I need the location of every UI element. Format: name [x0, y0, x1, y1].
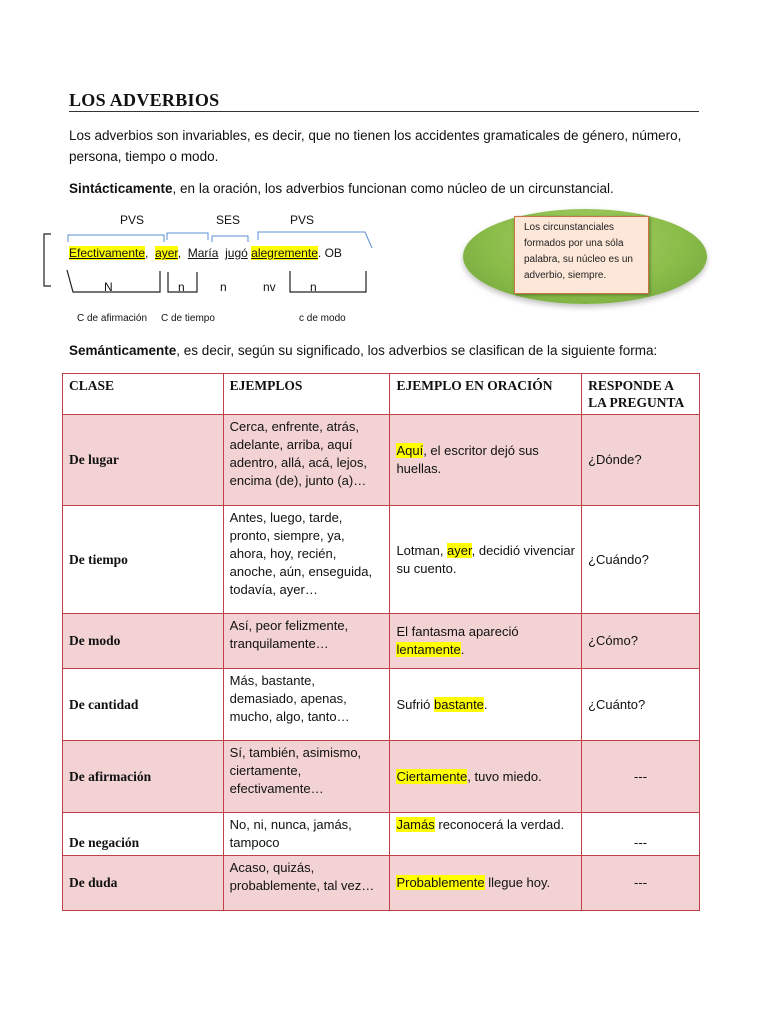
examples-cell: Sí, también, asimismo, ciertamente, efectivamente… — [223, 741, 390, 813]
table-row — [63, 813, 700, 856]
sentence-text: reconocerá la verdad. — [434, 817, 565, 832]
sentence-cell — [390, 669, 582, 741]
sentence-word-maria: María — [187, 246, 219, 260]
sentence-cell — [390, 415, 582, 506]
sentence-cell — [390, 506, 582, 614]
examples-cell: Más, bastante, demasiado, apenas, mucho, algo, tanto… — [223, 669, 390, 741]
sentence-word-jugo: jugó — [225, 246, 248, 260]
sentence-word-efectivamente: Efectivamente — [69, 246, 146, 260]
semantics-paragraph — [69, 340, 709, 361]
page-title: LOS ADVERBIOS — [69, 90, 220, 110]
table-header-cell: EJEMPLO EN ORACIÓN — [390, 374, 582, 415]
sentence-word-alegremente: alegremente — [251, 246, 318, 260]
question-cell: ¿Cuándo? — [582, 506, 700, 614]
syntax-paragraph — [69, 178, 709, 199]
table-row — [63, 614, 700, 669]
table-row — [63, 506, 700, 614]
table-row — [63, 415, 700, 506]
diagram-label-pvs-1: PVS — [120, 213, 145, 227]
question-cell: ¿Cuánto? — [582, 669, 700, 741]
question-cell: --- — [582, 741, 700, 813]
sentence-cell — [390, 856, 582, 911]
examples-cell: No, ni, nunca, jamás, tampoco — [223, 813, 390, 856]
semantics-text: , es decir, según su significado, los adverbios se clasifican de la siguiente forma: — [176, 343, 658, 358]
question-cell: --- — [582, 856, 700, 911]
sentence-text: , decidió vivenciar su cuento. — [396, 542, 575, 576]
examples-cell: Así, peor felizmente, tranquilamente… — [223, 614, 390, 669]
diagram-label-pvs-2: PVS — [290, 213, 315, 227]
syntax-text: , en la oración, los adverbios funcionan como núcleo de un circunstancial. — [172, 181, 614, 196]
highlighted-adverb: bastante — [434, 696, 484, 712]
table-header-cell: EJEMPLOS — [223, 374, 390, 415]
examples-cell: Cerca, enfrente, atrás, adelante, arriba, aquí adentro, allá, acá, lejos, encima (de), junto (a)… — [223, 415, 390, 506]
diagram-sentence — [69, 246, 342, 260]
highlighted-adverb: ayer — [447, 542, 472, 558]
semantics-term: Semánticamente — [69, 343, 177, 358]
sentence-period: . — [317, 246, 322, 260]
table-header-row — [63, 374, 700, 415]
diagram-nucleus-label: n — [178, 280, 185, 294]
class-cell: De afirmación — [63, 741, 224, 813]
class-cell: De tiempo — [63, 506, 224, 614]
diagram-caption: C de afirmación — [77, 313, 148, 324]
question-cell: --- — [582, 813, 700, 856]
sentence-text: . — [483, 696, 488, 712]
table-row — [63, 856, 700, 911]
sentence-text: , el escritor dejó sus huellas. — [396, 443, 539, 476]
table-header-cell: RESPONDE A LA PREGUNTA — [582, 374, 700, 415]
table-row — [63, 741, 700, 813]
table-header-cell: CLASE — [63, 374, 224, 415]
diagram-nucleus-label: nv — [263, 280, 276, 294]
examples-cell: Antes, luego, tarde, pronto, siempre, ya, ahora, hoy, recién, anoche, aún, enseguida, todavía, ayer… — [223, 506, 390, 614]
class-cell: De duda — [63, 856, 224, 911]
sentence-ob-label: OB — [324, 246, 342, 260]
sentence-cell — [390, 614, 582, 669]
sentence-word-ayer: ayer — [155, 246, 178, 260]
examples-cell: Acaso, quizás, probablemente, tal vez… — [223, 856, 390, 911]
diagram-label-ses: SES — [216, 213, 241, 227]
diagram-nucleus-label: n — [220, 280, 227, 294]
class-cell: De negación — [63, 813, 224, 856]
highlighted-adverb: Jamás — [396, 817, 435, 832]
highlighted-adverb: Aquí — [396, 443, 424, 458]
sentence-text: El fantasma apareció — [396, 624, 519, 639]
diagram-caption: c de modo — [299, 313, 346, 324]
diagram-caption: C de tiempo — [161, 313, 215, 324]
class-cell: De lugar — [63, 415, 224, 506]
sentence-text: . — [460, 642, 465, 657]
sentence-text: Lotman, — [396, 542, 448, 558]
class-cell: De modo — [63, 614, 224, 669]
question-cell: ¿Dónde? — [582, 415, 700, 506]
highlighted-adverb: Probablemente — [396, 875, 485, 890]
highlighted-adverb: Ciertamente — [396, 768, 468, 784]
sentence-text: Sufrió — [396, 696, 435, 712]
question-cell: ¿Cómo? — [582, 614, 700, 669]
class-cell: De cantidad — [63, 669, 224, 741]
diagram-nucleus-label: N — [104, 280, 113, 294]
adverb-classification-table — [62, 373, 700, 911]
sentence-comma: , — [145, 246, 149, 260]
table-row — [63, 669, 700, 741]
sentence-cell — [390, 813, 582, 856]
sentence-text: , tuvo miedo. — [467, 768, 542, 784]
syntax-term: Sintácticamente — [69, 181, 173, 196]
title-underline — [69, 111, 699, 112]
highlighted-adverb: lentamente — [396, 642, 461, 657]
sentence-comma: , — [177, 246, 182, 260]
sentence-cell — [390, 741, 582, 813]
diagram-nucleus-label: n — [310, 280, 317, 294]
intro-paragraph: Los adverbios son invariables, es decir, que no tienen los accidentes gramaticales de género, número, persona, tiempo o modo. — [69, 128, 682, 164]
sentence-text: llegue hoy. — [484, 875, 551, 890]
note-callout: Los circunstanciales formados por una sóla palabra, su núcleo es un adverbio, siempre. — [514, 216, 649, 294]
